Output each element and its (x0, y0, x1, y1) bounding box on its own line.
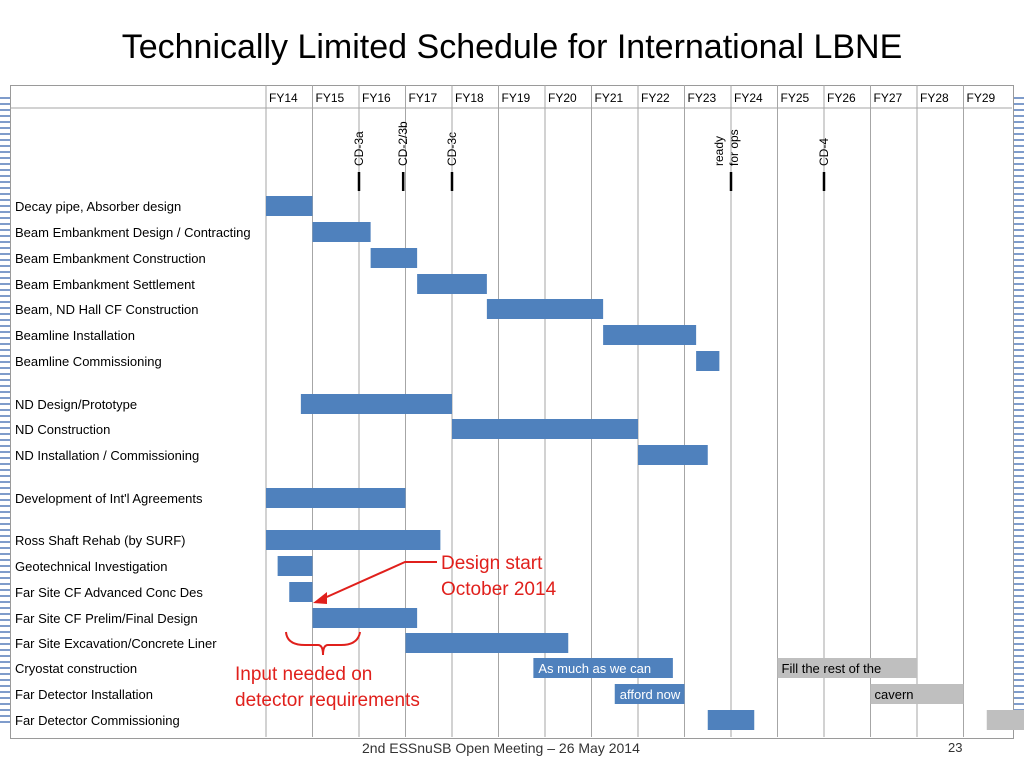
task-bar-development-of-int-l-agreements (266, 488, 406, 508)
task-label: Beam, ND Hall CF Construction (15, 302, 199, 317)
task-bar-beamline-commissioning (696, 351, 719, 371)
task-bar-beam-embankment-construction (371, 248, 418, 268)
task-bar-far-site-cf-prelim-final-design (313, 608, 418, 628)
fy-label-fy14: FY14 (269, 91, 298, 105)
fy-label-fy25: FY25 (780, 91, 810, 105)
page-number: 23 (948, 740, 963, 755)
task-bar-far-site-excavation-concrete-liner (406, 633, 569, 653)
task-bar-beam-nd-hall-cf-construction (487, 299, 603, 319)
task-bar-nd-installation-commissioning (638, 445, 708, 465)
gray-bar-label: cavern (874, 687, 914, 702)
task-label: Beam Embankment Design / Contracting (15, 225, 251, 240)
task-label: Far Detector Commissioning (15, 713, 180, 728)
fy-label-fy21: FY21 (594, 91, 624, 105)
task-bar-label: As much as we can (538, 661, 652, 676)
task-label: Beam Embankment Construction (15, 251, 206, 266)
footer-text: 2nd ESSnuSB Open Meeting – 26 May 2014 (362, 740, 640, 756)
task-label: ND Installation / Commissioning (15, 448, 200, 463)
task-label: Far Site CF Prelim/Final Design (15, 611, 198, 626)
fy-label-fy19: FY19 (501, 91, 531, 105)
fy-label-fy16: FY16 (362, 91, 391, 105)
gray-bar-label: Fill the rest of the (781, 661, 882, 676)
task-label: Cryostat construction (15, 661, 138, 676)
task-bar-nd-design-prototype (301, 394, 452, 414)
task-bar-label: afford now (619, 687, 681, 702)
task-bar-geotechnical-investigation (278, 556, 313, 576)
fy-label-fy22: FY22 (641, 91, 670, 105)
design-start-arrowhead (313, 592, 327, 604)
task-label: Far Site Excavation/Concrete Liner (15, 636, 217, 651)
task-bar-beam-embankment-design-contracting (313, 222, 371, 242)
task-label: Far Site CF Advanced Conc Des (15, 585, 203, 600)
task-bar-nd-construction (452, 419, 638, 439)
milestone-label-cd-2-3b: CD-2/3b (396, 121, 411, 166)
task-label: ND Design/Prototype (15, 397, 138, 412)
milestone-label-cd-3c: CD-3c (445, 131, 459, 166)
design-start-line2: October 2014 (441, 579, 557, 600)
task-label: ND Construction (15, 422, 111, 437)
task-bar-beamline-installation (603, 325, 696, 345)
fy-label-fy15: FY15 (315, 91, 345, 105)
design-start-arrow (320, 562, 437, 600)
input-needed-brace (286, 632, 360, 655)
input-needed-annotation (235, 662, 420, 714)
fy-label-fy24: FY24 (734, 91, 763, 105)
input-needed-line2: detector requirements (235, 690, 420, 711)
task-bar-ross-shaft-rehab-by-surf (266, 530, 440, 550)
task-label: Development of Int'l Agreements (15, 491, 203, 506)
fy-label-fy18: FY18 (455, 91, 484, 105)
input-needed-line1: Input needed on (235, 664, 373, 685)
gray-bar (987, 710, 1024, 730)
task-bar-far-site-cf-advanced-conc-des (289, 582, 312, 602)
task-label: Far Detector Installation (15, 687, 154, 702)
fy-label-fy23: FY23 (687, 91, 717, 105)
task-label: Beam Embankment Settlement (15, 277, 195, 292)
design-start-annotation (441, 551, 556, 603)
fy-label-fy29: FY29 (966, 91, 996, 105)
fy-label-fy26: FY26 (827, 91, 856, 105)
milestone-label-for-ops: for ops (727, 129, 741, 166)
task-label: Beamline Commissioning (15, 354, 162, 369)
milestone-label-cd-3a: CD-3a (352, 131, 366, 166)
fy-label-fy27: FY27 (873, 91, 903, 105)
milestone-label-cd-4: CD-4 (817, 137, 831, 166)
slide-title: Technically Limited Schedule for International LBNE (121, 28, 903, 66)
task-label: Geotechnical Investigation (15, 559, 168, 574)
task-bar-far-detector-commissioning (708, 710, 755, 730)
task-label: Decay pipe, Absorber design (15, 199, 182, 214)
task-label: Ross Shaft Rehab (by SURF) (15, 533, 186, 548)
task-bar-decay-pipe-absorber-design (266, 196, 313, 216)
fy-label-fy17: FY17 (408, 91, 438, 105)
fy-label-fy20: FY20 (548, 91, 577, 105)
task-label: Beamline Installation (15, 328, 135, 343)
milestone-label-ready: ready (712, 135, 726, 166)
task-bar-beam-embankment-settlement (417, 274, 487, 294)
fy-label-fy28: FY28 (920, 91, 949, 105)
design-start-line1: Design start (441, 553, 543, 574)
